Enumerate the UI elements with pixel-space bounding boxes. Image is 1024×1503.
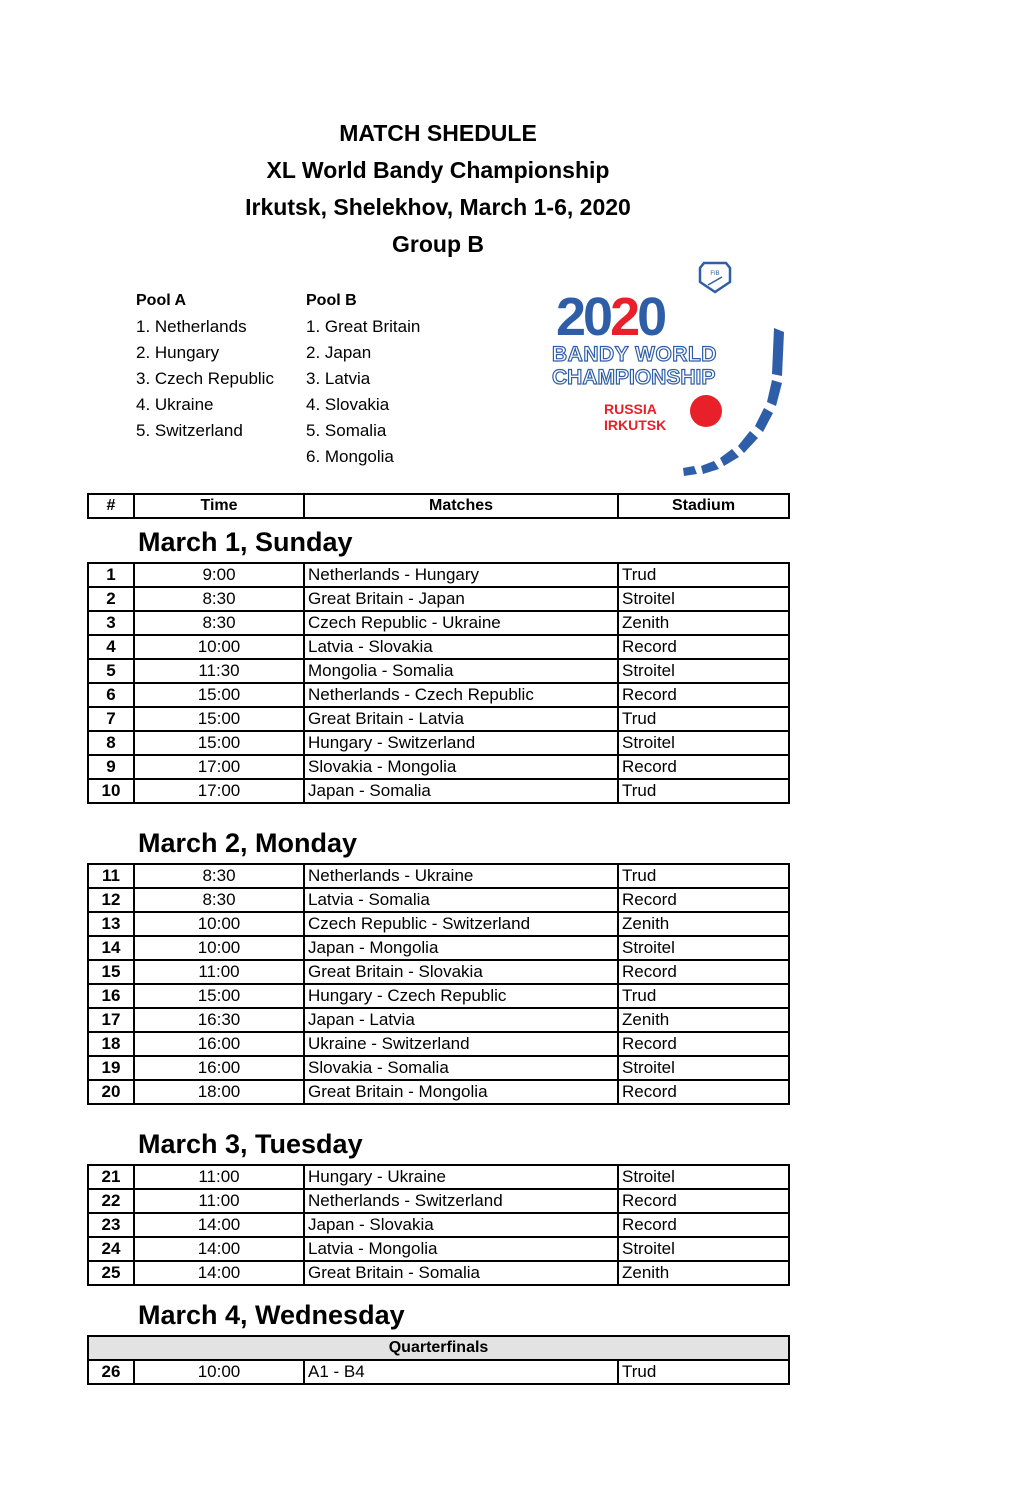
- group-label: Group B: [392, 231, 484, 257]
- match-teams: A1 - B4: [304, 1360, 618, 1384]
- match-teams: Ukraine - Switzerland: [304, 1032, 618, 1056]
- match-number: 25: [88, 1261, 134, 1285]
- match-time: 9:00: [134, 563, 304, 587]
- match-number: 13: [88, 912, 134, 936]
- table-row: [88, 659, 789, 683]
- match-stadium: Record: [618, 1213, 789, 1237]
- match-time: 10:00: [134, 1360, 304, 1384]
- pool-a-team: 2. Hungary: [136, 343, 220, 362]
- match-number: 16: [88, 984, 134, 1008]
- svg-text:FIB: FIB: [710, 271, 720, 277]
- match-teams: Great Britain - Latvia: [304, 707, 618, 731]
- match-number: 10: [88, 779, 134, 803]
- match-time: 18:00: [134, 1080, 304, 1104]
- match-time: 11:00: [134, 1165, 304, 1189]
- pool-a-list: [136, 288, 274, 444]
- match-stadium: Stroitel: [618, 731, 789, 755]
- match-teams: Latvia - Mongolia: [304, 1237, 618, 1261]
- match-time: 8:30: [134, 611, 304, 635]
- match-stadium: Record: [618, 755, 789, 779]
- table-row: [88, 1261, 789, 1285]
- match-stadium: Record: [618, 635, 789, 659]
- match-time: 10:00: [134, 635, 304, 659]
- document-title: MATCH SHEDULE: [339, 120, 537, 146]
- table-row: [88, 1237, 789, 1261]
- match-time: 16:00: [134, 1032, 304, 1056]
- match-teams: Netherlands - Hungary: [304, 563, 618, 587]
- match-stadium: Trud: [618, 984, 789, 1008]
- table-row: [88, 1008, 789, 1032]
- match-number: 20: [88, 1080, 134, 1104]
- match-stadium: Trud: [618, 864, 789, 888]
- day-table: [87, 1335, 790, 1385]
- pool-a-team: 4. Ukraine: [136, 395, 214, 414]
- table-row: [88, 683, 789, 707]
- pool-a-team: 1. Netherlands: [136, 317, 247, 336]
- match-teams: Hungary - Ukraine: [304, 1165, 618, 1189]
- match-stadium: Trud: [618, 563, 789, 587]
- match-teams: Mongolia - Somalia: [304, 659, 618, 683]
- table-row: [88, 1056, 789, 1080]
- pool-a-title: Pool A: [136, 292, 187, 309]
- logo-city-1: RUSSIA: [604, 401, 657, 417]
- match-number: 11: [88, 864, 134, 888]
- match-time: 11:00: [134, 960, 304, 984]
- table-row: [88, 755, 789, 779]
- logo-line-1: BANDY WORLD: [552, 343, 717, 366]
- location-dates: Irkutsk, Shelekhov, March 1-6, 2020: [245, 194, 631, 220]
- match-teams: Japan - Somalia: [304, 779, 618, 803]
- pool-b-team: 6. Mongolia: [306, 447, 394, 466]
- match-time: 11:00: [134, 1189, 304, 1213]
- match-time: 16:30: [134, 1008, 304, 1032]
- match-teams: Great Britain - Slovakia: [304, 960, 618, 984]
- match-number: 8: [88, 731, 134, 755]
- match-stadium: Stroitel: [618, 1165, 789, 1189]
- match-time: 8:30: [134, 864, 304, 888]
- championship-name: XL World Bandy Championship: [266, 157, 610, 183]
- match-teams: Hungary - Czech Republic: [304, 984, 618, 1008]
- match-stadium: Stroitel: [618, 587, 789, 611]
- match-number: 18: [88, 1032, 134, 1056]
- day-table: [87, 1164, 790, 1286]
- match-teams: Great Britain - Mongolia: [304, 1080, 618, 1104]
- pool-b-team: 2. Japan: [306, 343, 372, 362]
- table-row: [88, 1165, 789, 1189]
- match-stadium: Zenith: [618, 611, 789, 635]
- pool-b-team: 5. Somalia: [306, 421, 387, 440]
- pool-a-team: 5. Switzerland: [136, 421, 243, 440]
- logo-city-2: IRKUTSK: [604, 417, 667, 433]
- table-row: [88, 779, 789, 803]
- match-number: 23: [88, 1213, 134, 1237]
- table-row: [88, 984, 789, 1008]
- match-teams: Czech Republic - Ukraine: [304, 611, 618, 635]
- championship-logo: [548, 258, 790, 476]
- match-number: 26: [88, 1360, 134, 1384]
- match-teams: Latvia - Somalia: [304, 888, 618, 912]
- table-row: [88, 731, 789, 755]
- match-stadium: Zenith: [618, 1008, 789, 1032]
- bandy-ball-icon: [690, 395, 722, 427]
- match-stadium: Record: [618, 1080, 789, 1104]
- table-row: [88, 587, 789, 611]
- schedule-header-table: [87, 493, 790, 519]
- match-time: 14:00: [134, 1261, 304, 1285]
- match-stadium: Stroitel: [618, 1237, 789, 1261]
- pool-b-team: 3. Latvia: [306, 369, 371, 388]
- match-number: 21: [88, 1165, 134, 1189]
- match-number: 1: [88, 563, 134, 587]
- match-number: 14: [88, 936, 134, 960]
- match-teams: Japan - Mongolia: [304, 936, 618, 960]
- match-time: 15:00: [134, 984, 304, 1008]
- pool-b-list: [306, 288, 420, 470]
- match-stadium: Zenith: [618, 1261, 789, 1285]
- match-number: 9: [88, 755, 134, 779]
- column-header-time: Time: [134, 494, 304, 518]
- match-number: 22: [88, 1189, 134, 1213]
- table-row: [88, 707, 789, 731]
- pool-b-title: Pool B: [306, 292, 357, 309]
- match-teams: Great Britain - Somalia: [304, 1261, 618, 1285]
- match-teams: Netherlands - Czech Republic: [304, 683, 618, 707]
- match-teams: Netherlands - Switzerland: [304, 1189, 618, 1213]
- match-number: 19: [88, 1056, 134, 1080]
- match-teams: Slovakia - Somalia: [304, 1056, 618, 1080]
- match-stadium: Record: [618, 683, 789, 707]
- match-teams: Japan - Latvia: [304, 1008, 618, 1032]
- stage-label: Quarterfinals: [88, 1336, 789, 1360]
- table-row: [88, 960, 789, 984]
- match-stadium: Stroitel: [618, 1056, 789, 1080]
- day-table: [87, 562, 790, 804]
- match-teams: Japan - Slovakia: [304, 1213, 618, 1237]
- match-stadium: Trud: [618, 707, 789, 731]
- day-table: [87, 863, 790, 1105]
- match-time: 16:00: [134, 1056, 304, 1080]
- match-stadium: Record: [618, 888, 789, 912]
- pool-a-team: 3. Czech Republic: [136, 369, 274, 388]
- column-header-stadium: Stadium: [618, 494, 789, 518]
- match-time: 11:30: [134, 659, 304, 683]
- table-row: [88, 635, 789, 659]
- match-teams: Slovakia - Mongolia: [304, 755, 618, 779]
- logo-year: 2020: [556, 287, 665, 347]
- match-time: 17:00: [134, 779, 304, 803]
- match-number: 15: [88, 960, 134, 984]
- table-row: [88, 1189, 789, 1213]
- match-teams: Czech Republic - Switzerland: [304, 912, 618, 936]
- match-number: 6: [88, 683, 134, 707]
- match-teams: Great Britain - Japan: [304, 587, 618, 611]
- match-stadium: Stroitel: [618, 659, 789, 683]
- table-row: [88, 912, 789, 936]
- day-heading: March 1, Sunday: [138, 527, 353, 557]
- match-teams: Hungary - Switzerland: [304, 731, 618, 755]
- table-row: [88, 888, 789, 912]
- logo-line-2: CHAMPIONSHIP: [552, 366, 716, 389]
- match-number: 17: [88, 1008, 134, 1032]
- match-time: 15:00: [134, 683, 304, 707]
- match-number: 12: [88, 888, 134, 912]
- table-row: [88, 936, 789, 960]
- match-number: 7: [88, 707, 134, 731]
- table-row: [88, 1213, 789, 1237]
- table-row: [88, 864, 789, 888]
- match-number: 2: [88, 587, 134, 611]
- match-teams: Netherlands - Ukraine: [304, 864, 618, 888]
- match-time: 14:00: [134, 1213, 304, 1237]
- match-time: 8:30: [134, 587, 304, 611]
- match-number: 4: [88, 635, 134, 659]
- match-stadium: Stroitel: [618, 936, 789, 960]
- pool-b-team: 1. Great Britain: [306, 317, 421, 336]
- table-row: [88, 1032, 789, 1056]
- match-time: 17:00: [134, 755, 304, 779]
- table-row: [88, 611, 789, 635]
- fib-emblem-icon: [700, 263, 730, 292]
- table-row: [88, 1360, 789, 1384]
- match-time: 15:00: [134, 731, 304, 755]
- match-number: 3: [88, 611, 134, 635]
- match-number: 24: [88, 1237, 134, 1261]
- day-heading: March 4, Wednesday: [138, 1300, 405, 1330]
- table-row: [88, 563, 789, 587]
- match-time: 8:30: [134, 888, 304, 912]
- pool-b-team: 4. Slovakia: [306, 395, 390, 414]
- match-stadium: Record: [618, 1032, 789, 1056]
- match-teams: Latvia - Slovakia: [304, 635, 618, 659]
- match-stadium: Record: [618, 1189, 789, 1213]
- day-heading: March 2, Monday: [138, 828, 358, 858]
- day-heading: March 3, Tuesday: [138, 1129, 363, 1159]
- match-time: 10:00: [134, 936, 304, 960]
- match-stadium: Record: [618, 960, 789, 984]
- column-header-number: #: [88, 494, 134, 518]
- match-time: 10:00: [134, 912, 304, 936]
- match-number: 5: [88, 659, 134, 683]
- match-stadium: Trud: [618, 779, 789, 803]
- match-time: 14:00: [134, 1237, 304, 1261]
- column-header-matches: Matches: [304, 494, 618, 518]
- match-stadium: Trud: [618, 1360, 789, 1384]
- match-stadium: Zenith: [618, 912, 789, 936]
- match-time: 15:00: [134, 707, 304, 731]
- table-row: [88, 1080, 789, 1104]
